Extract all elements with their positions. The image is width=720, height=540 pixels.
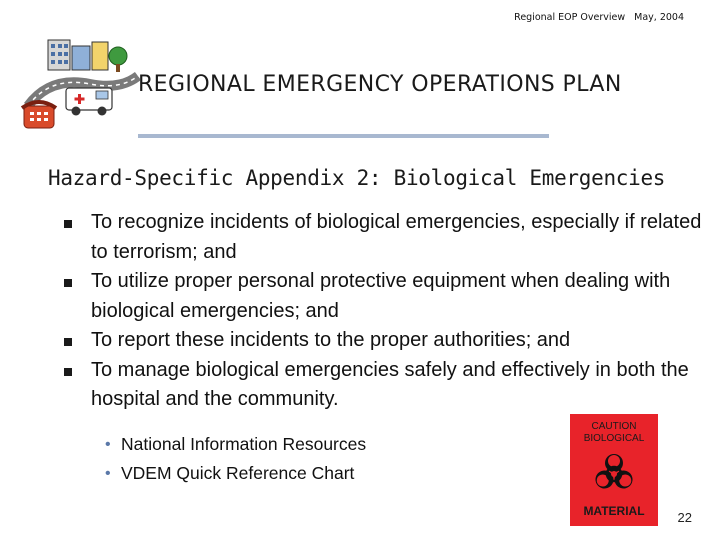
- dot-bullet-icon: •: [105, 465, 111, 482]
- biological-label: BIOLOGICAL: [583, 433, 645, 444]
- resource-item: • VDEM Quick Reference Chart: [105, 459, 366, 488]
- bullet-item: To report these incidents to the proper authorities; and: [64, 326, 704, 356]
- bullet-item: To manage biological emergencies safely and effectively in both the hospital and the community.: [64, 356, 704, 415]
- title-rule: [138, 134, 549, 138]
- page-number: 22: [677, 510, 692, 525]
- section-subtitle: Hazard-Specific Appendix 2: Biological Emergencies: [48, 166, 666, 190]
- square-bullet-icon: [64, 338, 72, 346]
- resource-item: • National Information Resources: [105, 430, 366, 459]
- caution-label: CAUTION: [591, 421, 637, 432]
- header-note: [508, 12, 684, 23]
- page-title: REGIONAL EMERGENCY OPERATIONS PLAN: [138, 72, 622, 97]
- bullet-item: To utilize proper personal protective equipment when dealing with biological emergencies; and: [64, 267, 704, 326]
- bullet-item: To recognize incidents of biological emergencies, especially if related to terrorism; and: [64, 208, 704, 267]
- square-bullet-icon: [64, 220, 72, 228]
- dot-bullet-icon: •: [105, 436, 111, 453]
- material-label: MATERIAL: [583, 504, 645, 518]
- square-bullet-icon: [64, 368, 72, 376]
- square-bullet-icon: [64, 279, 72, 287]
- presentation-name: Regional EOP Overview: [514, 12, 626, 23]
- biohazard-caution-sign: [570, 414, 658, 526]
- presentation-date: May, 2004: [634, 12, 684, 23]
- bullet-list: [64, 208, 704, 415]
- resource-list: [105, 430, 366, 488]
- emergency-scene-clipart: [20, 36, 140, 132]
